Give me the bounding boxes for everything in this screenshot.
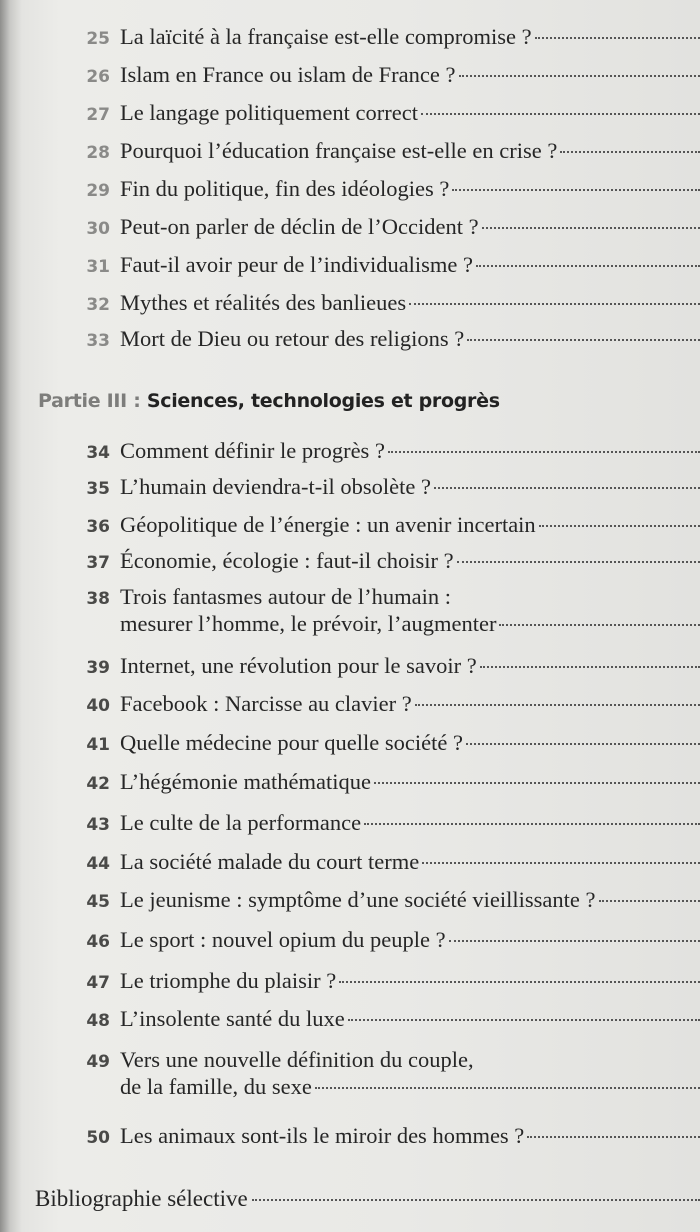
chapter-number: 39 (86, 658, 110, 678)
chapter-title (120, 1047, 700, 1073)
chapter-title (120, 1074, 700, 1100)
dot-leader (499, 623, 700, 626)
dot-leader (527, 1135, 700, 1138)
chapter-title (120, 1123, 700, 1149)
toc-entry (0, 1006, 700, 1036)
dot-leader (457, 560, 700, 563)
chapter-title (120, 1006, 700, 1032)
toc-entry (0, 730, 700, 760)
dot-leader (315, 1086, 700, 1089)
toc-entry (0, 1047, 700, 1099)
chapter-number: 44 (86, 854, 110, 874)
chapter-title-text: Islam en France ou islam de France ? (120, 62, 456, 87)
chapter-title (120, 653, 700, 679)
part-title: Sciences, technologies et progrès (146, 390, 500, 412)
chapter-title (120, 100, 700, 126)
chapter-number: 28 (86, 143, 110, 163)
chapter-number: 47 (86, 973, 110, 993)
chapter-number: 43 (86, 815, 110, 835)
dot-leader (599, 899, 700, 902)
chapter-number: 45 (86, 892, 110, 912)
chapter-number: 33 (86, 331, 110, 351)
chapter-number: 50 (86, 1128, 110, 1148)
chapter-title-text: Facebook : Narcisse au clavier ? (120, 691, 412, 716)
chapter-title-text: Comment définir le progrès ? (120, 438, 385, 463)
dot-leader (364, 822, 700, 825)
chapter-title (120, 584, 700, 610)
dot-leader (535, 36, 700, 39)
dot-leader (388, 450, 700, 453)
toc-entry (0, 24, 700, 54)
chapter-title (120, 214, 700, 240)
chapter-title (120, 176, 700, 202)
part-label: Partie III : (38, 390, 141, 412)
toc-entry (0, 968, 700, 998)
chapter-title-text: La laïcité à la française est-elle compromise ? (120, 24, 532, 49)
chapter-number: 35 (86, 479, 110, 499)
chapter-title-text: Géopolitique de l’énergie : un avenir incertain (120, 512, 536, 537)
chapter-number: 41 (86, 735, 110, 755)
toc-entry (0, 214, 700, 244)
chapter-title-text: Le sport : nouvel opium du peuple ? (120, 927, 446, 952)
toc-entry (0, 653, 700, 683)
toc-entry (0, 810, 700, 840)
chapter-title-text: Mythes et réalités des banlieues (120, 290, 407, 315)
chapter-title-text: Internet, une révolution pour le savoir ? (120, 653, 477, 678)
dot-leader (422, 861, 700, 864)
chapter-title-text: Faut-il avoir peur de l’individualisme ? (120, 252, 474, 277)
toc-entry (0, 691, 700, 721)
chapter-title-text: Économie, écologie : faut-il choisir ? (120, 548, 454, 573)
chapter-title (120, 730, 700, 756)
dot-leader (452, 188, 700, 191)
chapter-title (120, 512, 700, 538)
chapter-title (120, 438, 700, 464)
chapter-title-text: L’insolente santé du luxe (120, 1006, 345, 1031)
chapter-title (120, 611, 700, 637)
toc-entry (0, 927, 700, 957)
dot-leader (252, 1199, 700, 1201)
chapter-title (120, 138, 700, 164)
dot-leader (482, 226, 700, 229)
toc-entry (0, 138, 700, 168)
chapter-title-text: Fin du politique, fin des idéologies ? (120, 176, 450, 201)
chapter-title-text: Le culte de la performance (120, 810, 362, 835)
chapter-number: 26 (86, 67, 110, 87)
chapter-title (120, 548, 700, 574)
chapter-title (120, 24, 700, 50)
toc-entry (0, 290, 700, 320)
dot-leader (409, 302, 700, 305)
chapter-number: 49 (86, 1052, 110, 1072)
dot-leader (348, 1018, 700, 1021)
chapter-title-text: La société malade du court terme (120, 849, 420, 874)
part-heading (38, 390, 500, 412)
chapter-number: 37 (86, 553, 110, 573)
chapter-number: 27 (86, 105, 110, 125)
toc-entry (0, 512, 700, 542)
dot-leader (415, 703, 700, 706)
chapter-title (120, 769, 700, 795)
dot-leader (434, 486, 700, 489)
chapter-number: 30 (86, 219, 110, 239)
dot-leader (339, 980, 700, 983)
chapter-number: 36 (86, 517, 110, 537)
chapter-number: 32 (86, 295, 110, 315)
chapter-title-text: Le jeunisme : symptôme d’une société vieillissante ? (120, 887, 596, 912)
chapter-number: 25 (86, 29, 110, 49)
toc-entry (0, 100, 700, 130)
chapter-number: 40 (86, 696, 110, 716)
toc-entry (0, 62, 700, 92)
chapter-number: 48 (86, 1011, 110, 1031)
toc-entry (0, 548, 700, 578)
toc-entry (0, 326, 700, 356)
chapter-title (120, 887, 700, 913)
chapter-title-text: Peut-on parler de déclin de l’Occident ? (120, 214, 479, 239)
chapter-title (120, 849, 700, 875)
toc-entry (0, 176, 700, 206)
chapter-title-text: L’humain deviendra-t-il obsolète ? (120, 474, 431, 499)
chapter-title (120, 290, 700, 316)
chapter-title-text: Vers une nouvelle définition du couple, (120, 1047, 474, 1072)
chapter-title (120, 927, 700, 953)
chapter-title-text: Trois fantasmes autour de l’humain : (120, 584, 451, 609)
bibliography-entry (35, 1186, 700, 1212)
dot-leader (449, 939, 700, 942)
chapter-number: 42 (86, 774, 110, 794)
chapter-title-text: Mort de Dieu ou retour des religions ? (120, 326, 465, 351)
chapter-title-text: Le langage politiquement correct (120, 100, 418, 125)
chapter-number: 46 (86, 932, 110, 952)
chapter-title (120, 968, 700, 994)
chapter-number: 29 (86, 181, 110, 201)
chapter-title-text: Le triomphe du plaisir ? (120, 968, 337, 993)
chapter-title (120, 810, 700, 836)
dot-leader (476, 264, 700, 267)
chapter-title-text: Pourquoi l’éducation française est-elle en crise ? (120, 138, 558, 163)
chapter-title (120, 691, 700, 717)
dot-leader (480, 665, 700, 668)
toc-entry (0, 1123, 700, 1153)
dot-leader (459, 74, 700, 77)
toc-entry (0, 584, 700, 636)
dot-leader (560, 150, 700, 153)
chapter-number: 38 (86, 589, 110, 609)
dot-leader (466, 742, 700, 745)
bibliography-label: Bibliographie sélective (35, 1186, 248, 1211)
chapter-title-text: de la famille, du sexe (120, 1074, 312, 1099)
dot-leader (467, 338, 700, 341)
chapter-number: 34 (86, 443, 110, 463)
toc-entry (0, 887, 700, 917)
chapter-title-text: Les animaux sont-ils le miroir des hommes ? (120, 1123, 525, 1148)
chapter-title (120, 62, 700, 88)
chapter-title (120, 252, 700, 278)
chapter-number: 31 (86, 257, 110, 277)
chapter-title-text: mesurer l’homme, le prévoir, l’augmenter (120, 611, 497, 636)
dot-leader (539, 524, 700, 527)
toc-entry (0, 849, 700, 879)
toc-entry (0, 769, 700, 799)
chapter-title (120, 474, 700, 500)
chapter-title-text: Quelle médecine pour quelle société ? (120, 730, 463, 755)
chapter-title-text: L’hégémonie mathématique (120, 769, 371, 794)
dot-leader (374, 781, 700, 784)
toc-entry (0, 252, 700, 282)
toc-entry (0, 474, 700, 504)
chapter-title (120, 326, 700, 352)
toc-entry (0, 438, 700, 468)
dot-leader (421, 112, 700, 115)
